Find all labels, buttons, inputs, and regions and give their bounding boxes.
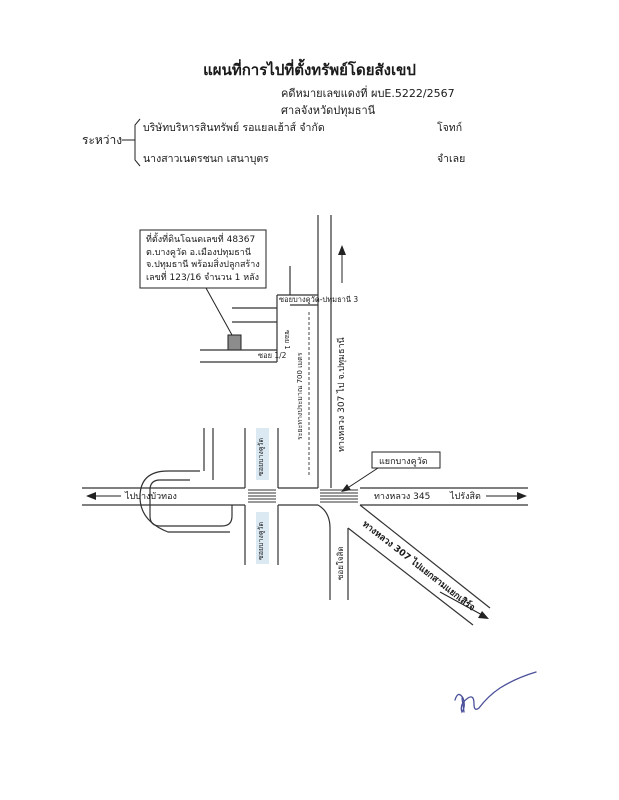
label-to-rangsit: ไปรังสิต (450, 492, 481, 502)
label-highway-345: ทางหลวง 345 (374, 492, 431, 502)
between-label: ระหว่าง (82, 133, 123, 147)
signature (455, 672, 536, 712)
interchange-loop-outer (150, 480, 232, 526)
page-title: แผนที่การไปที่ตั้งทรัพย์โดยสังเขป (203, 61, 416, 79)
defendant-name: นางสาวเนตรชนก เสนาบุตร (143, 153, 269, 165)
arrow-north-icon (338, 245, 346, 283)
party-bracket (122, 119, 140, 166)
crosswalk-west (248, 490, 276, 502)
property-callout (146, 234, 260, 284)
label-soi-bangkuwat-3: ซอยบางคูวัด-ปทุมธานี 3 (279, 295, 359, 304)
case-number: คดีหมายเลขแดงที่ ผบE.5222/2567 (281, 87, 455, 100)
defendant-role: จำเลย (437, 153, 466, 165)
label-soi-1: ซอย 1 (283, 330, 291, 350)
label-to-bang-bua-thong: ไปบางบัวทอง (125, 492, 177, 502)
label-soi-bangkuwat-upper: ซอยบางคูวัด (257, 437, 265, 476)
property-plot (228, 335, 241, 350)
label-soi-jaisit: ซอยใจสิด (336, 546, 345, 580)
highway-307-south-lower (348, 528, 473, 625)
label-junction: แยกบางคูวัด (379, 457, 428, 467)
label-soi-bangkuwat-lower: ซอยบางคูวัด (257, 521, 265, 560)
arrow-east-icon (486, 492, 527, 500)
plaintiff-role: โจทก์ (437, 122, 463, 134)
callout-line-3: จ.ปทุมธานี พร้อมสิ่งปลูกสร้าง (146, 260, 260, 270)
callout-pointer (206, 288, 232, 335)
callout-line-2: ต.บางคูวัด อ.เมืองปทุมธานี (146, 247, 251, 258)
arrow-west-icon (86, 492, 121, 500)
label-soi-1-2: ซอย 1/2 (258, 351, 287, 360)
callout-line-4: เลขที่ 123/16 จำนวน 1 หลัง (146, 272, 260, 283)
soi-jaisit-left (318, 505, 330, 600)
highway-307-south-upper (360, 505, 490, 608)
court-name: ศาลจังหวัดปทุมธานี (281, 104, 376, 117)
label-highway-307-south: ทางหลวง 307 ไปแยกสามแยกเสิร์จ (360, 519, 477, 614)
callout-line-1: ที่ตั้งที่ดินโฉนดเลขที่ 48367 (146, 235, 256, 245)
plaintiff-name: บริษัทบริหารสินทรัพย์ รอแยลเฮ้าส์ จำกัด (143, 122, 325, 134)
crosswalk-east (320, 490, 358, 502)
label-distance: ระยะทางประมาณ 700 เมตร (296, 352, 304, 440)
label-highway-307-north: ทางหลวง 307 ไป จ.ปทุมธานี (337, 337, 347, 452)
